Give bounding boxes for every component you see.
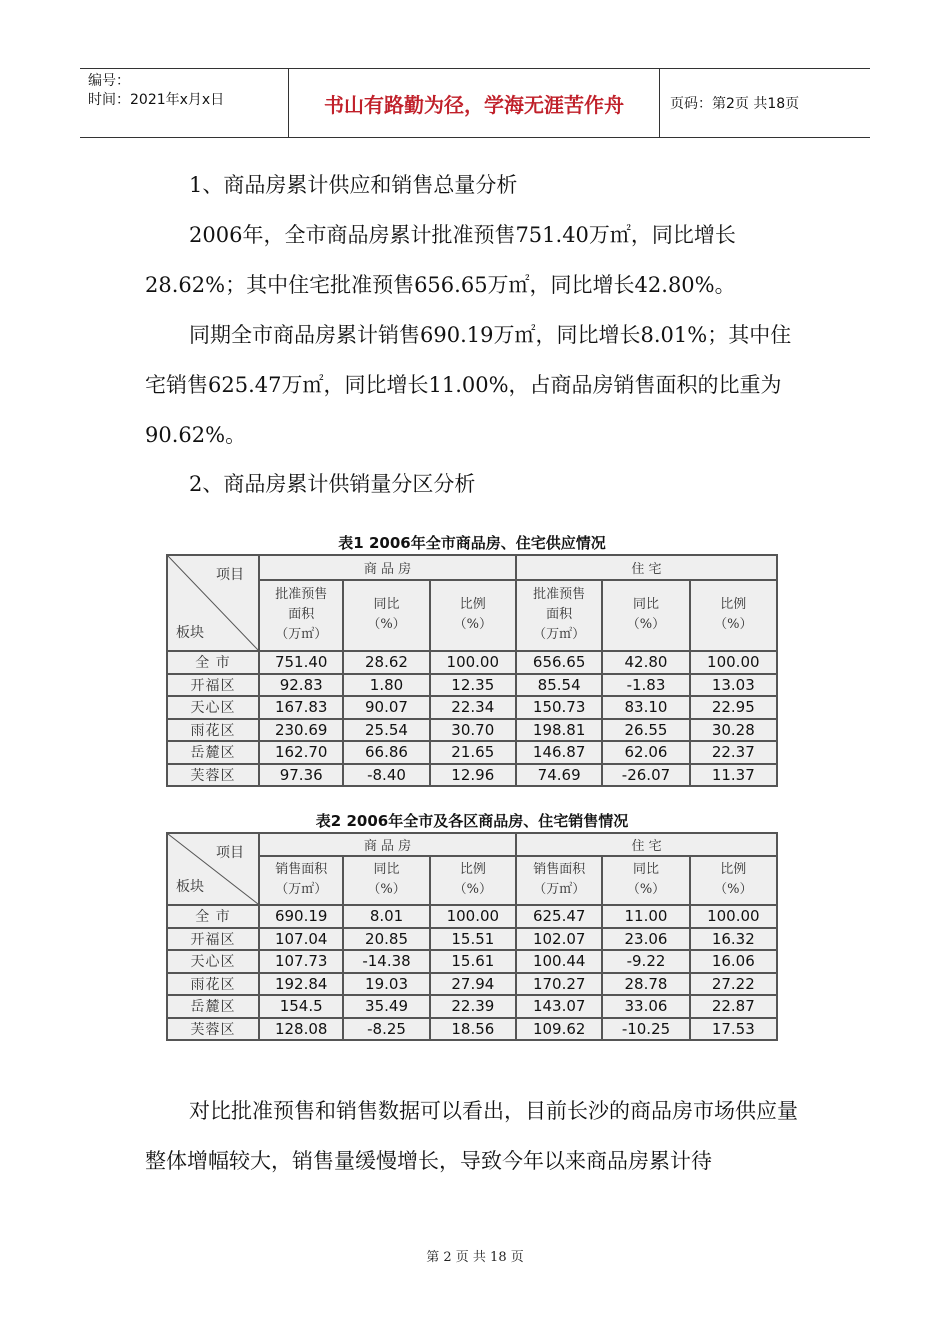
page-header bbox=[80, 68, 870, 138]
table2-caption: 表2 2006年全市及各区商品房、住宅销售情况 bbox=[315, 812, 629, 830]
table-cell: 1.80 bbox=[343, 674, 429, 697]
table-cell: 11.37 bbox=[690, 764, 777, 787]
table-cell: 12.96 bbox=[430, 764, 516, 787]
row-label: 芙蓉区 bbox=[167, 1018, 259, 1041]
paragraph-1: 2006年，全市商品房累计批准预售751.40万㎡，同比增长28.62%；其中住宅批准预售656.65万㎡，同比增长42.80%。 bbox=[145, 223, 736, 297]
table-cell: 170.27 bbox=[516, 973, 602, 996]
paragraph-2: 同期全市商品房累计销售690.19万㎡，同比增长8.01%；其中住宅销售625.47万㎡，同比增长11.00%，占商品房销售面积的比重为90.62%。 bbox=[145, 323, 792, 447]
table-cell: 23.06 bbox=[602, 928, 689, 951]
header-motto: 书山有路勤为径，学海无涯苦作舟 bbox=[288, 69, 660, 137]
table-cell: 128.08 bbox=[259, 1018, 343, 1041]
table-cell: 150.73 bbox=[516, 696, 602, 719]
col-header-ratio: 比例 （%） bbox=[430, 856, 516, 905]
section-1-title: 1、商品房累计供应和销售总量分析 bbox=[189, 173, 518, 197]
number-label: 编号： bbox=[88, 73, 130, 89]
page-footer: 第 2 页 共 18 页 bbox=[426, 1250, 524, 1265]
table-cell: 30.70 bbox=[430, 719, 516, 742]
table-row bbox=[167, 995, 777, 1018]
table-cell: 66.86 bbox=[343, 741, 429, 764]
table-cell: 12.35 bbox=[430, 674, 516, 697]
paragraph-3: 对比批准预售和销售数据可以看出，目前长沙的商品房市场供应量整体增幅较大，销售量缓慢增长，导致今年以来商品房累计待 bbox=[145, 1099, 798, 1173]
table-cell: 100.00 bbox=[430, 651, 516, 674]
corner-top-label: 项目 bbox=[216, 567, 244, 583]
table-cell: 42.80 bbox=[602, 651, 689, 674]
table-row bbox=[167, 651, 777, 674]
table-row bbox=[167, 928, 777, 951]
table-cell: 107.04 bbox=[259, 928, 343, 951]
corner-top-label: 项目 bbox=[216, 845, 244, 861]
table-cell: 19.03 bbox=[343, 973, 429, 996]
col-header-yoy: 同比 （%） bbox=[343, 580, 429, 652]
table-cell: 162.70 bbox=[259, 741, 343, 764]
col-header-yoy: 同比 （%） bbox=[602, 856, 689, 905]
table2-corner bbox=[167, 833, 259, 905]
table-row bbox=[167, 905, 777, 928]
table-cell: 100.00 bbox=[690, 651, 777, 674]
header-page-label: 页码：第2页 共18页 bbox=[670, 96, 800, 112]
table-cell: -8.40 bbox=[343, 764, 429, 787]
table1 bbox=[166, 554, 778, 787]
table-cell: 28.78 bbox=[602, 973, 689, 996]
table-cell: 109.62 bbox=[516, 1018, 602, 1041]
table-cell: 100.00 bbox=[690, 905, 777, 928]
table-cell: 22.37 bbox=[690, 741, 777, 764]
header-meta bbox=[80, 69, 288, 137]
table-cell: 15.61 bbox=[430, 950, 516, 973]
table-row bbox=[167, 674, 777, 697]
table-row bbox=[167, 719, 777, 742]
col-header-yoy: 同比 （%） bbox=[602, 580, 689, 652]
table-cell: 28.62 bbox=[343, 651, 429, 674]
row-label: 全 市 bbox=[167, 905, 259, 928]
corner-bottom-label: 板块 bbox=[176, 625, 204, 641]
time-label: 时间：2021年x月x日 bbox=[88, 92, 225, 108]
table1-corner bbox=[167, 555, 259, 651]
table-row bbox=[167, 1018, 777, 1041]
table-cell: -9.22 bbox=[602, 950, 689, 973]
row-label: 天心区 bbox=[167, 950, 259, 973]
table-row bbox=[167, 950, 777, 973]
row-label: 开福区 bbox=[167, 928, 259, 951]
col-header-area: 销售面积 （万㎡） bbox=[259, 856, 343, 905]
table-cell: 27.94 bbox=[430, 973, 516, 996]
table1-body bbox=[167, 651, 777, 786]
table-cell: 167.83 bbox=[259, 696, 343, 719]
col-header-yoy: 同比 （%） bbox=[343, 856, 429, 905]
table-cell: 625.47 bbox=[516, 905, 602, 928]
col-header-ratio: 比例 （%） bbox=[430, 580, 516, 652]
corner-bottom-label: 板块 bbox=[176, 879, 204, 895]
table-cell: 100.00 bbox=[430, 905, 516, 928]
table-cell: 27.22 bbox=[690, 973, 777, 996]
row-label: 芙蓉区 bbox=[167, 764, 259, 787]
table-cell: 13.03 bbox=[690, 674, 777, 697]
table-cell: 690.19 bbox=[259, 905, 343, 928]
group-header-residential: 住 宅 bbox=[516, 555, 777, 580]
table-cell: -26.07 bbox=[602, 764, 689, 787]
table-cell: 102.07 bbox=[516, 928, 602, 951]
row-label: 开福区 bbox=[167, 674, 259, 697]
table-cell: 100.44 bbox=[516, 950, 602, 973]
table-cell: -14.38 bbox=[343, 950, 429, 973]
table-cell: -8.25 bbox=[343, 1018, 429, 1041]
row-label: 岳麓区 bbox=[167, 741, 259, 764]
table-cell: 230.69 bbox=[259, 719, 343, 742]
table-cell: 192.84 bbox=[259, 973, 343, 996]
table2-body bbox=[167, 905, 777, 1040]
table-cell: 154.5 bbox=[259, 995, 343, 1018]
table-cell: 85.54 bbox=[516, 674, 602, 697]
group-header-commercial: 商 品 房 bbox=[259, 833, 516, 856]
table-cell: 8.01 bbox=[343, 905, 429, 928]
table-row bbox=[167, 696, 777, 719]
table-cell: 146.87 bbox=[516, 741, 602, 764]
group-header-residential: 住 宅 bbox=[516, 833, 777, 856]
table-cell: 74.69 bbox=[516, 764, 602, 787]
col-header-area: 批准预售 面积 （万㎡） bbox=[259, 580, 343, 652]
table-cell: 22.87 bbox=[690, 995, 777, 1018]
table-cell: 656.65 bbox=[516, 651, 602, 674]
table-cell: 90.07 bbox=[343, 696, 429, 719]
table-cell: 26.55 bbox=[602, 719, 689, 742]
row-label: 雨花区 bbox=[167, 719, 259, 742]
table-cell: 16.06 bbox=[690, 950, 777, 973]
table-cell: 198.81 bbox=[516, 719, 602, 742]
table-cell: 22.95 bbox=[690, 696, 777, 719]
table-cell: 21.65 bbox=[430, 741, 516, 764]
col-header-ratio: 比例 （%） bbox=[690, 856, 777, 905]
table-cell: 22.39 bbox=[430, 995, 516, 1018]
table-cell: 35.49 bbox=[343, 995, 429, 1018]
section-2-title: 2、商品房累计供销量分区分析 bbox=[189, 472, 476, 496]
col-header-ratio: 比例 （%） bbox=[690, 580, 777, 652]
row-label: 全 市 bbox=[167, 651, 259, 674]
table-cell: 751.40 bbox=[259, 651, 343, 674]
table-cell: 97.36 bbox=[259, 764, 343, 787]
table-cell: 22.34 bbox=[430, 696, 516, 719]
table-cell: 143.07 bbox=[516, 995, 602, 1018]
col-header-area: 销售面积 （万㎡） bbox=[516, 856, 602, 905]
table-cell: 83.10 bbox=[602, 696, 689, 719]
row-label: 岳麓区 bbox=[167, 995, 259, 1018]
table-cell: -1.83 bbox=[602, 674, 689, 697]
table-cell: 107.73 bbox=[259, 950, 343, 973]
table-cell: 18.56 bbox=[430, 1018, 516, 1041]
table-row bbox=[167, 973, 777, 996]
table-cell: 17.53 bbox=[690, 1018, 777, 1041]
col-header-area: 批准预售 面积 （万㎡） bbox=[516, 580, 602, 652]
table-cell: 15.51 bbox=[430, 928, 516, 951]
table-cell: 30.28 bbox=[690, 719, 777, 742]
table-cell: 25.54 bbox=[343, 719, 429, 742]
table1-caption: 表1 2006年全市商品房、住宅供应情况 bbox=[338, 534, 606, 552]
row-label: 雨花区 bbox=[167, 973, 259, 996]
group-header-commercial: 商 品 房 bbox=[259, 555, 516, 580]
table2 bbox=[166, 832, 778, 1041]
row-label: 天心区 bbox=[167, 696, 259, 719]
table-row bbox=[167, 764, 777, 787]
table-cell: 11.00 bbox=[602, 905, 689, 928]
table-cell: 20.85 bbox=[343, 928, 429, 951]
table-row bbox=[167, 741, 777, 764]
table-cell: 92.83 bbox=[259, 674, 343, 697]
table-cell: -10.25 bbox=[602, 1018, 689, 1041]
table-cell: 62.06 bbox=[602, 741, 689, 764]
table-cell: 33.06 bbox=[602, 995, 689, 1018]
table-cell: 16.32 bbox=[690, 928, 777, 951]
